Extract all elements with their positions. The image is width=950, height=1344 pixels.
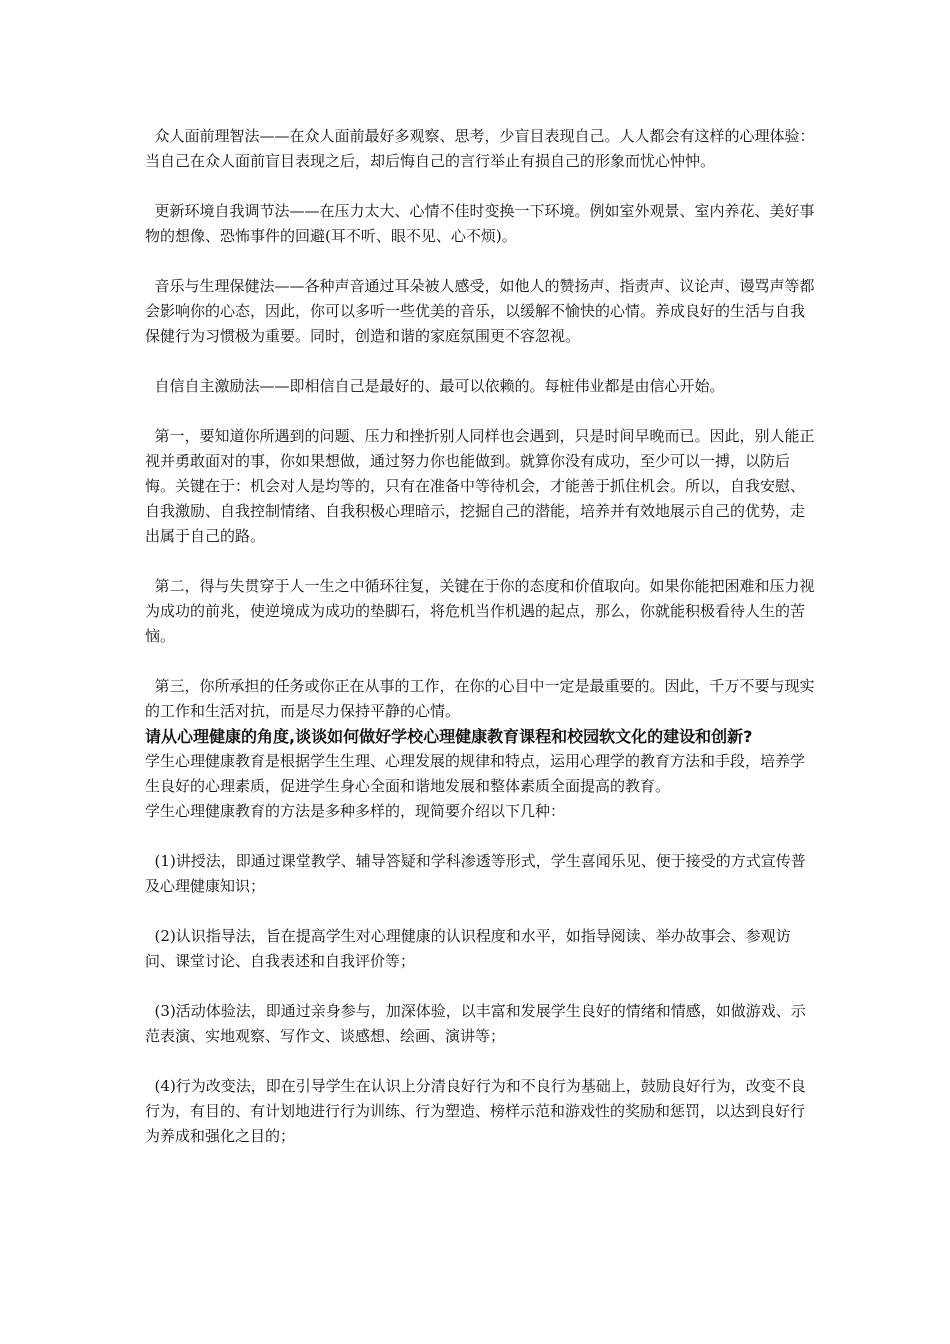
paragraph-first: 第一，要知道你所遇到的问题、压力和挫折别人同样也会遇到，只是时间早晚而已。因此，别人能正视并勇敢面对的事，你如果想做，通过努力你也能做到。就算你没有成功，至少可以一搏，以防后悔。关键在于：机会对人是均等的，只有在准备中等待机会，才能善于抓住机会。所以，自我安慰、自我激励、自我控制情绪、自我积极心理暗示，挖掘自己的潜能，培养并有效地展示自己的优势，走出属于自己的路。 [145, 427, 815, 545]
paragraph-confidence: 自信自主激励法——即相信自己是最好的、最可以依赖的。每桩伟业都是由信心开始。 [145, 377, 725, 395]
paragraph-public-reason: 众人面前理智法——在众人面前最好多观察、思考，少盲目表现自己。人人都会有这样的心理体验：当自己在众人面前盲目表现之后，却后悔自己的言行举止有损自己的形象而忧心忡忡。 [145, 127, 815, 170]
method-item: (3)活动体验法，即通过亲身参与，加深体验，以丰富和发展学生良好的情绪和情感，如做游戏、示范表演、实地观察、写作文、谈感想、绘画、演讲等； [145, 1002, 806, 1045]
section-heading: 请从心理健康的角度,谈谈如何做好学校心理健康教育课程和校园软文化的建设和创新? [145, 727, 753, 746]
paragraph-third: 第三，你所承担的任务或你正在从事的工作，在你的心目中一定是最重要的。因此，千万不要与现实的工作和生活对抗，而是尽力保持平静的心情。 [145, 677, 815, 720]
paragraph-second: 第二，得与失贯穿于人一生之中循环往复，关键在于你的态度和价值取向。如果你能把困难和压力视为成功的前兆，使逆境成为成功的垫脚石，将危机当作机遇的起点，那么，你就能积极看待人生的苦恼。 [145, 577, 815, 645]
document-page [145, 124, 815, 1149]
method-item: (1)讲授法，即通过课堂教学、辅导答疑和学科渗透等形式，学生喜闻乐见、便于接受的方式宣传普及心理健康知识； [145, 852, 806, 895]
paragraph-music: 音乐与生理保健法——各种声音通过耳朵被人感受，如他人的赞扬声、指责声、议论声、谩骂声等都会影响你的心态，因此，你可以多听一些优美的音乐，以缓解不愉快的心情。养成良好的生活与自我保健行为习惯极为重要。同时，创造和谐的家庭氛围更不容忽视。 [145, 277, 815, 345]
method-item: (4)行为改变法，即在引导学生在认识上分清良好行为和不良行为基础上，鼓励良好行为，改变不良行为，有目的、有计划地进行行为训练、行为塑造、榜样示范和游戏性的奖励和惩罚，以达到良好行为养成和强化之目的； [145, 1077, 806, 1145]
paragraph-environment: 更新环境自我调节法——在压力太大、心情不佳时变换一下环境。例如室外观景、室内养花、美好事物的想像、恐怖事件的回避(耳不听、眼不见、心不烦)。 [145, 202, 815, 245]
intro-paragraph: 学生心理健康教育是根据学生生理、心理发展的规律和特点，运用心理学的教育方法和手段，培养学生良好的心理素质，促进学生身心全面和谐地发展和整体素质全面提高的教育。 [145, 752, 806, 795]
methods-lead: 学生心理健康教育的方法是多种多样的，现简要介绍以下几种： [145, 802, 566, 820]
method-item: (2)认识指导法，旨在提高学生对心理健康的认识程度和水平，如指导阅读、举办故事会、参观访问、课堂讨论、自我表述和自我评价等； [145, 927, 791, 970]
